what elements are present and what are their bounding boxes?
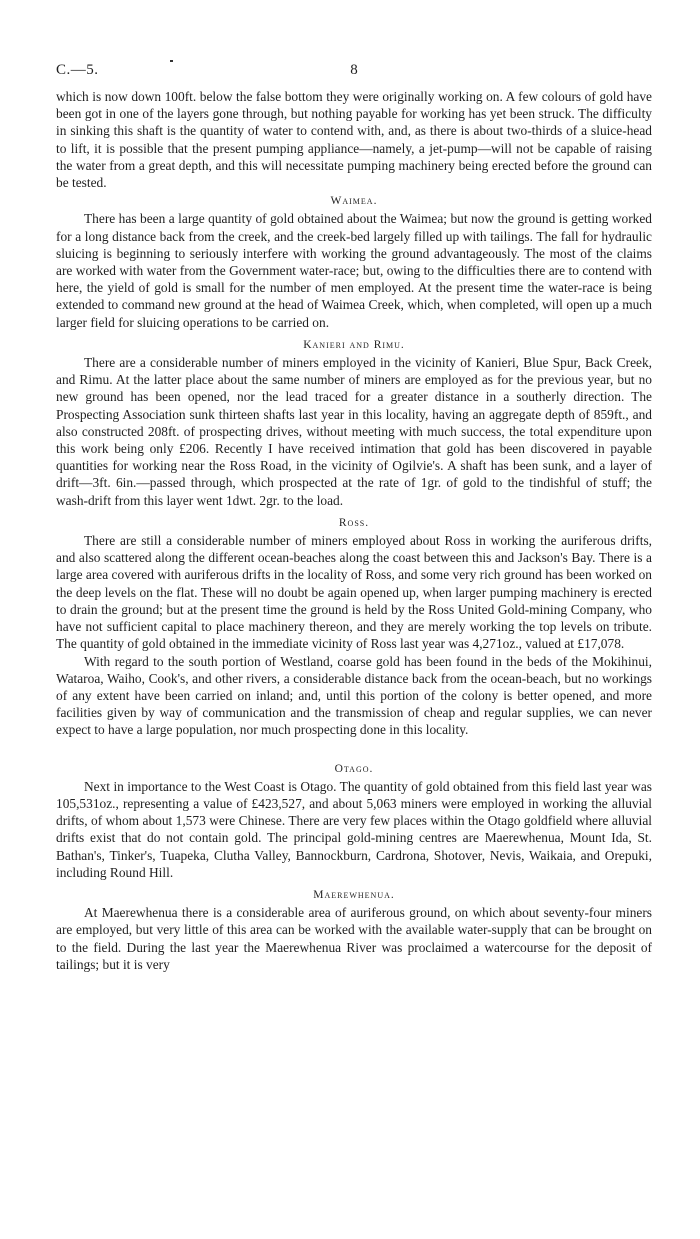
paragraph-otago: Next in importance to the West Coast is Otago. The quantity of gold obtained from this field last year was 105,531oz., representing a value of £423,527, and about 5,063 miners were employed in working the alluvial drifts, of whom about 1,573 were Chinese. There are very few places within the Otago goldfield where alluvial drifts exist that do not contain gold. The principal gold-mining centres are Maerewhenua, Mount Ida, St. Bathan's, Tinker's, Tuapeka, Clutha Valley, Bannockburn, Cardrona, Shotover, Nevis, Waikaia, and Orepuki, including Round Hill. <box>56 778 652 880</box>
section-heading-otago: Otago. <box>334 762 374 775</box>
paragraph-kanieri-rimu: There are a considerable number of miners employed in the vicinity of Kanieri, Blue Spur, Back Creek, and Rimu. At the latter place about the same number of miners are employed as for the previous year, but no new ground has been opened, nor the lead traced for a greater distance in a southerly direction. The Prospecting Association sunk thirteen shafts last year in this locality, having an aggregate depth of 859ft., and also constructed 208ft. of prospecting drives, without meeting with much success, the total expenditure upon this work being only £206. Recently I have received intimation that gold has been discovered in payable quantities for working near the Ross Road, in the vicinity of Ogilvie's. A shaft has been sunk, and a layer of drift—3ft. 6in.—passed through, which prospected at the rate of 1gr. of gold to the tindishful of stuff; the wash-drift from this layer went 1dwt. 2gr. to the load. <box>56 355 652 508</box>
section-heading-kanieri-rimu: Kanieri and Rimu. <box>303 338 405 351</box>
paragraph-ross-1: There are still a considerable number of miners employed about Ross in working the auriferous drifts, and also scattered along the different ocean-beaches along the coast between this and Jackson's Bay. There is a large area covered with auriferous drifts in the locality of Ross, and some very rich ground has been worked on the deep levels on the flat. These will no doubt be again opened up, when larger pumping machinery is erected to drain the ground; but at the present time the ground is held by the Ross United Gold-mining Company, who have not sufficient capital to place machinery thereon, and they are merely working the top levels on tribute. The quantity of gold obtained in the immediate vicinity of Ross last year was 4,271oz., valued at £17,078. <box>56 533 652 652</box>
paragraph-ross-2: With regard to the south portion of Westland, coarse gold has been found in the beds of the Mokihinui, Wataroa, Waiho, Cook's, and other rivers, a considerable distance back from the ocean-beach, but no workings of any extent have been carried on inland; and, until this portion of the colony is better opened, and more facilities given by way of communication and the transmission of cheap and regular supplies, we can never expect to have a large population, nor much prospecting done in this locality. <box>56 653 652 738</box>
document-reference: C.—5. <box>56 62 99 78</box>
page-header <box>56 62 652 88</box>
paragraph-maerewhenua: At Maerewhenua there is a considerable area of auriferous ground, on which about seventy-four miners are employed, but very little of this area can be worked with the available water-supply that can be brought on to the field. During the last year the Maerewhenua River was proclaimed a watercourse for the deposit of tailings; but it is very <box>56 905 652 972</box>
page-number: 8 <box>350 62 358 78</box>
intro-paragraph: which is now down 100ft. below the false bottom they were originally working on. A few colours of gold have been got in one of the layers gone through, but nothing payable for working has yet been struck. The difficulty in sinking this shaft is the quantity of water to contend with, and, as there is about two-thirds of a sluice-head to lift, it is possible that the present pumping appliance—namely, a jet-pump—will not be capable of raising the water from a great depth, and this will necessitate pumping machinery being erected before the ground can be tested. <box>56 89 652 191</box>
section-heading-maerewhenua: Maerewhenua. <box>313 888 395 901</box>
paragraph-waimea: There has been a large quantity of gold obtained about the Waimea; but now the ground is getting worked for a long distance back from the creek, and the creek-bed largely filled up with tailings. The fall for hydraulic sluicing is beginning to seriously interfere with working the ground advantageously. The most of the claims are worked with water from the Government water-race; but, owing to the difficulties there are to contend with here, the yield of gold is small for the number of men employed. At the present time the water-race is being extended to command new ground at the head of Waimea Creek, which, when completed, will open up a much larger field for sluicing operations to be carried on. <box>56 211 652 330</box>
section-heading-ross: Ross. <box>338 516 370 529</box>
section-heading-waimea: Waimea. <box>330 195 378 208</box>
